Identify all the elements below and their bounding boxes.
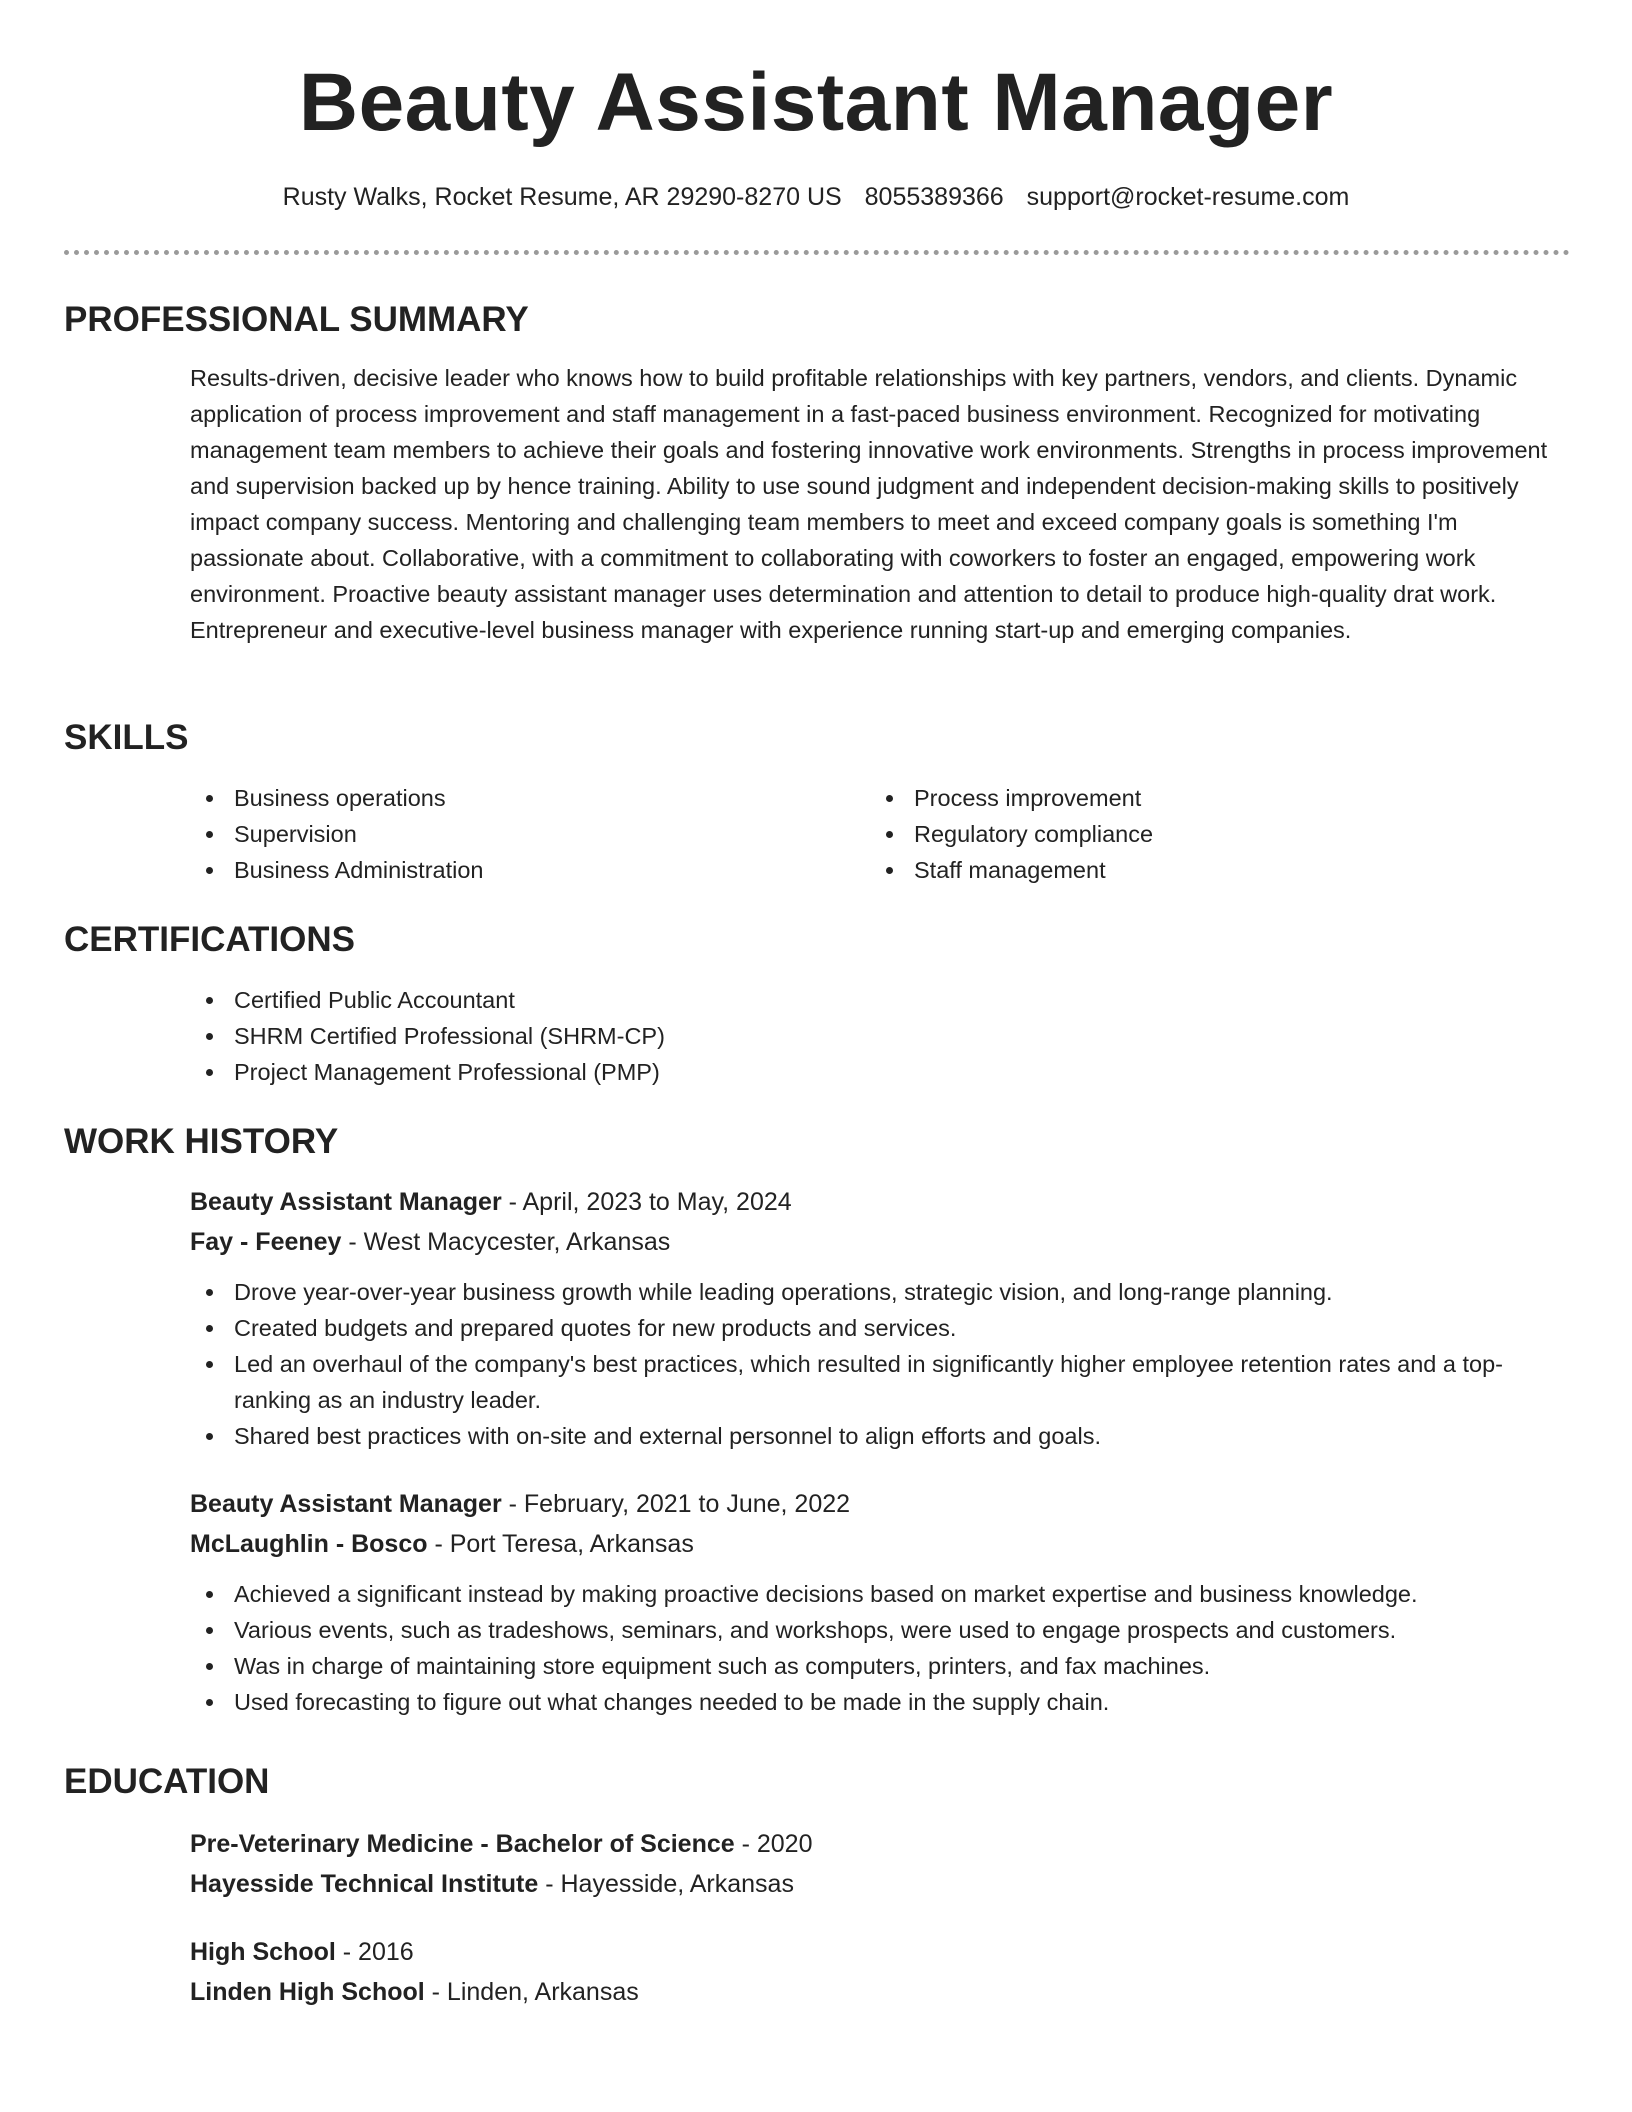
- education-school: Linden High School: [190, 1978, 425, 2006]
- job-bullets: [190, 1576, 1570, 1720]
- skill-item: Staff management: [870, 852, 1550, 888]
- contact-line: [0, 183, 1632, 212]
- job-bullet: Created budgets and prepared quotes for new products and services.: [190, 1310, 1570, 1346]
- resume-name-title: Beauty Assistant Manager: [298, 57, 1334, 148]
- education-degree: Pre-Veterinary Medicine - Bachelor of Science: [190, 1830, 735, 1858]
- summary-heading: PROFESSIONAL SUMMARY: [64, 300, 529, 339]
- education-year: - 2016: [335, 1938, 414, 1966]
- skills-section: [64, 716, 1570, 888]
- education-degree-line: [190, 1824, 1570, 1864]
- contact-address: Rusty Walks, Rocket Resume, AR 29290-8270 US: [282, 183, 842, 211]
- certifications-list: [190, 982, 1570, 1090]
- skills-column-left: [190, 780, 870, 888]
- job-location: - Port Teresa, Arkansas: [427, 1530, 694, 1558]
- education-section: [64, 1760, 1570, 2012]
- certification-item: SHRM Certified Professional (SHRM-CP): [190, 1018, 1570, 1054]
- skills-list: [190, 780, 1570, 888]
- education-school-line: [190, 1972, 1570, 2012]
- job-bullet: Used forecasting to figure out what changes needed to be made in the supply chain.: [190, 1684, 1570, 1720]
- skill-item: Process improvement: [870, 780, 1550, 816]
- skills-heading: SKILLS: [64, 718, 189, 757]
- job-company: Fay - Feeney: [190, 1228, 342, 1256]
- job-company-line: [190, 1222, 1570, 1262]
- job-bullets: [190, 1274, 1570, 1454]
- skills-column-right: [870, 780, 1550, 888]
- education-school-line: [190, 1864, 1570, 1904]
- header-divider: [64, 250, 1570, 255]
- skill-item: Regulatory compliance: [870, 816, 1550, 852]
- job-bullet: Was in charge of maintaining store equipment such as computers, printers, and fax machines.: [190, 1648, 1570, 1684]
- job-bullet: Various events, such as tradeshows, seminars, and workshops, were used to engage prospects and customers.: [190, 1612, 1570, 1648]
- job-entry: [190, 1182, 1570, 1454]
- education-entry: [190, 1824, 1570, 1904]
- certification-item: Project Management Professional (PMP): [190, 1054, 1570, 1090]
- contact-phone: 8055389366: [864, 183, 1004, 211]
- certification-item: Certified Public Accountant: [190, 982, 1570, 1018]
- job-entry: [190, 1484, 1570, 1720]
- education-degree: High School: [190, 1938, 336, 1966]
- summary-text: Results-driven, decisive leader who knows how to build profitable relationships with key partners, vendors, and clients. Dynamic application of process improvement and staff management in a fast-paced business environment. Recognized for motivating management team members to achieve their goals and fostering innovative work environments. Strengths in process improvement and supervision backed up by hence training. Ability to use sound judgment and independent decision-making skills to positively impact company success. Mentoring and challenging team members to meet and exceed company goals is something I'm passionate about. Collaborative, with a commitment to collaborating with coworkers to foster an engaged, empowering work environment. Proactive beauty assistant manager uses determination and attention to detail to produce high-quality drat work. Entrepreneur and executive-level business manager with experience running start-up and emerging companies.: [190, 365, 1548, 643]
- education-school: Hayesside Technical Institute: [190, 1870, 539, 1898]
- work-history-section: [64, 1120, 1570, 1720]
- education-year: - 2020: [734, 1830, 813, 1858]
- education-entry: [190, 1932, 1570, 2012]
- skill-item: Supervision: [190, 816, 870, 852]
- contact-email[interactable]: support@rocket-resume.com: [1026, 183, 1350, 211]
- job-location: - West Macycester, Arkansas: [341, 1228, 671, 1256]
- job-title-line: [190, 1484, 1570, 1524]
- skill-item: Business operations: [190, 780, 870, 816]
- education-degree-line: [190, 1932, 1570, 1972]
- job-title-line: [190, 1182, 1570, 1222]
- job-bullet: Led an overhaul of the company's best practices, which resulted in significantly higher employee retention rates and a top-ranking as an industry leader.: [190, 1346, 1570, 1418]
- job-company: McLaughlin - Bosco: [190, 1530, 428, 1558]
- job-dates: - April, 2023 to May, 2024: [501, 1188, 792, 1216]
- job-dates: - February, 2021 to June, 2022: [501, 1490, 851, 1518]
- job-role: Beauty Assistant Manager: [190, 1188, 502, 1216]
- skill-item: Business Administration: [190, 852, 870, 888]
- certifications-section: [64, 918, 1570, 1090]
- summary-section: [64, 298, 1570, 648]
- education-location: - Hayesside, Arkansas: [538, 1870, 794, 1898]
- job-bullet: Shared best practices with on-site and external personnel to align efforts and goals.: [190, 1418, 1570, 1454]
- job-role: Beauty Assistant Manager: [190, 1490, 502, 1518]
- certifications-heading: CERTIFICATIONS: [64, 920, 356, 959]
- job-bullet: Achieved a significant instead by making proactive decisions based on market expertise and business knowledge.: [190, 1576, 1570, 1612]
- education-heading: EDUCATION: [64, 1762, 270, 1801]
- job-bullet: Drove year-over-year business growth while leading operations, strategic vision, and long-range planning.: [190, 1274, 1570, 1310]
- education-location: - Linden, Arkansas: [424, 1978, 639, 2006]
- job-company-line: [190, 1524, 1570, 1564]
- work-history-heading: WORK HISTORY: [64, 1122, 339, 1161]
